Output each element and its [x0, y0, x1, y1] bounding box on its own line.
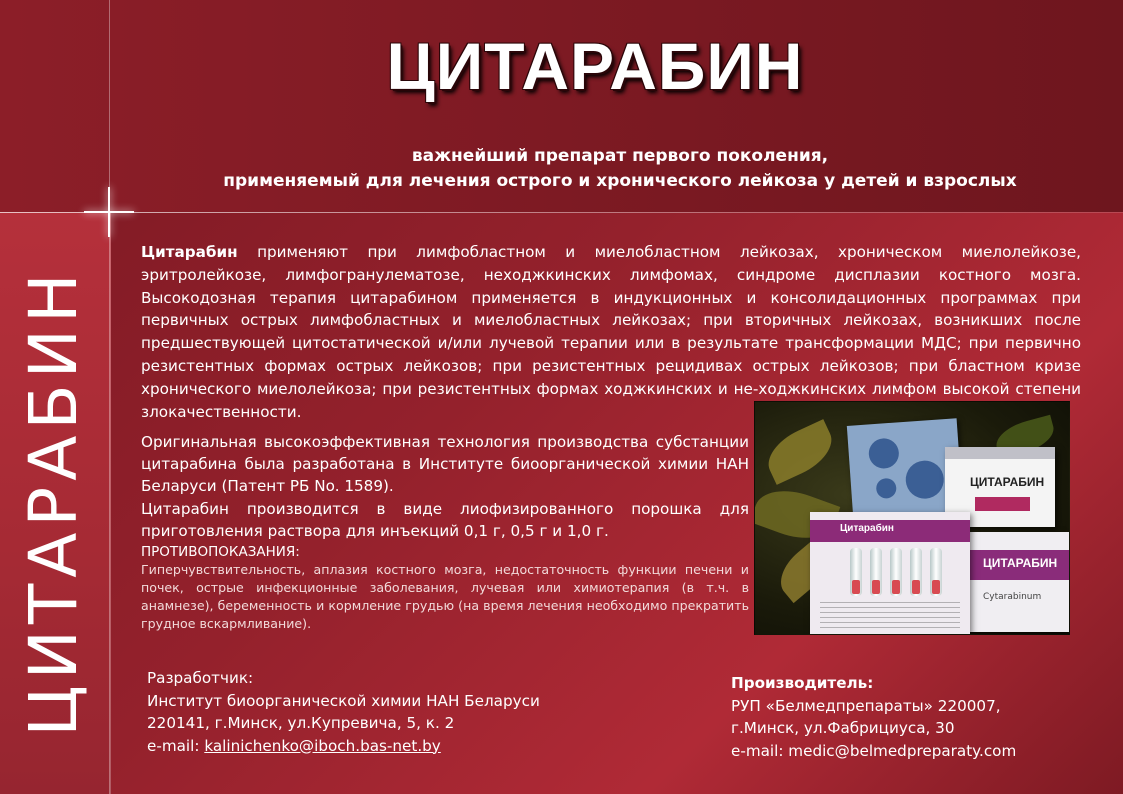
subtitle	[140, 144, 1100, 194]
ampoule-icon	[890, 548, 902, 596]
subtitle-line-2: применяемый для лечения острого и хронического лейкоза у детей и взрослых	[223, 171, 1017, 191]
developer-name: Институт биоорганической химии НАН Беларуси	[147, 691, 540, 710]
vertical-divider	[109, 0, 110, 794]
contraindications-text: Гиперчувствительность, аплазия костного мозга, недостаточность функции печени и почек, острые инфекционные заболевания, лучевая или химиотерапия (в т.ч. в анамнезе), беременность и кормление грудью (на время лечения необходимо прекратить грудное вскармливание).	[141, 562, 749, 631]
medicine-box-front	[810, 512, 970, 634]
developer-block	[147, 667, 540, 757]
developer-email-label: e-mail:	[147, 736, 205, 755]
developer-email-link[interactable]: kalinichenko@iboch.bas-net.by	[204, 736, 441, 755]
ampoule-icon	[910, 548, 922, 596]
box-latin-name: Cytarabinum	[983, 592, 1042, 602]
ampoule-icon	[930, 548, 942, 596]
lead-word: Цитарабин	[141, 243, 238, 261]
form-paragraph: Цитарабин производится в виде лиофизированного порошка для приготовления раствора для инъекций 0,1 г, 0,5 г и 1,0 г.	[141, 500, 749, 540]
manufacturer-address: г.Минск, ул.Фабрициуса, 30	[731, 719, 955, 737]
ampoule-icon	[870, 548, 882, 596]
manufacturer-email[interactable]: e-mail: medic@belmedpreparaty.com	[731, 741, 1017, 760]
side-title: ЦИТАРАБИН	[15, 267, 92, 737]
developer-address: 220141, г.Минск, ул.Купревича, 5, к. 2	[147, 714, 455, 732]
manufacturer-name: РУП «Белмедпрепараты» 220007,	[731, 696, 1001, 715]
indications-text: применяют при лимфобластном и миелобластном лейкозах, хроническом миелолейкозе, эритролейкозе, лимфогранулематозе, неходжкинских лимфомах, синдроме дисплазии костного мозга. Высокодозная терапия цитарабином применяется в индукционных и консолидационных программах при первичных острых лимфобластных и миелобластных лейкозах; при вторичных лейкозах, возникших после предшествующей цитостатической и/или лучевой терапии или в результате трансформации МДС; при первично резистентных формах острых лейкозов; при резистентных рецидивах острых лейкозов; при бластном кризе хронического миелолейкоза; при резистентных формах ходжкинских и не-ходжкинских лимфом высокой степени злокачественности.	[141, 243, 1081, 421]
product-photo	[754, 401, 1070, 635]
developer-label: Разработчик:	[147, 669, 254, 687]
manufacturer-block	[731, 672, 1016, 762]
leaf-shape	[760, 419, 840, 485]
manufacturer-label: Производитель:	[731, 674, 874, 692]
medicine-box-right	[965, 532, 1069, 632]
subtitle-line-1: важнейший препарат первого поколения,	[411, 146, 829, 166]
technology-paragraph: Оригинальная высокоэффективная технология производства субстанции цитарабина была разработана в Институте биоорганической химии НАН Беларуси (Патент РБ No. 1589).	[141, 433, 749, 495]
page-title: ЦИТАРАБИН	[386, 29, 804, 103]
box-front-name: Цитарабин	[840, 523, 894, 534]
developer-email-line	[147, 735, 540, 758]
box-right-name: ЦИТАРАБИН	[983, 556, 1058, 570]
contraindications-title: ПРОТИВОПОКАЗАНИЯ:	[141, 544, 300, 560]
horizontal-divider	[0, 212, 1123, 213]
indications-paragraph	[141, 241, 1081, 423]
sparkle-icon	[84, 187, 134, 237]
ampoule-icon	[850, 548, 862, 596]
box-top-name: ЦИТАРАБИН	[970, 475, 1045, 489]
